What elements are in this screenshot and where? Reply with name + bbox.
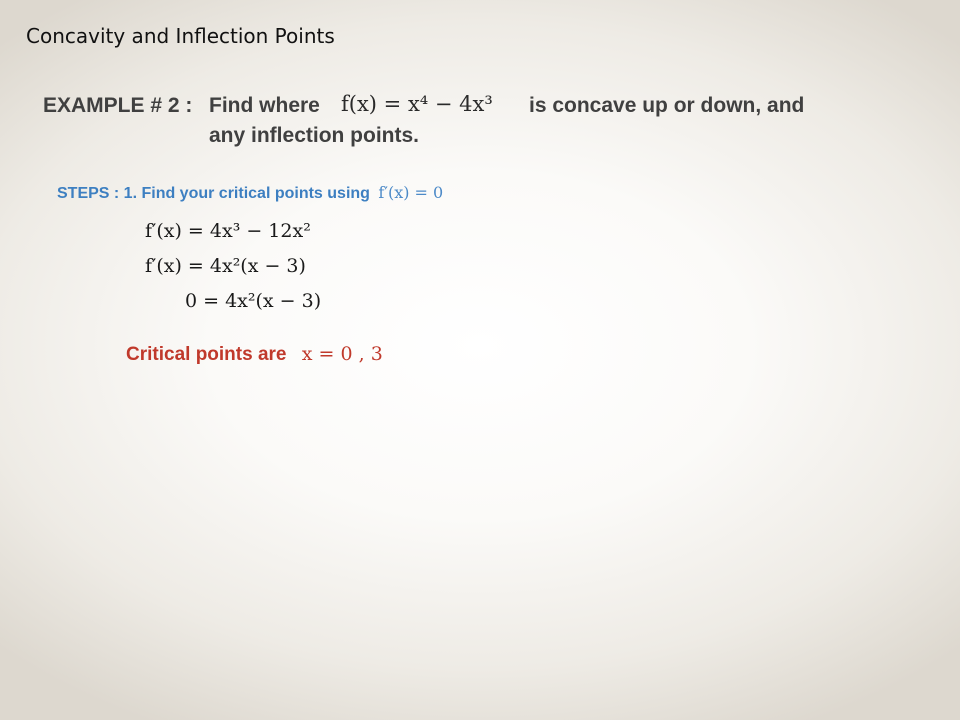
critical-points-label: Critical points are (126, 344, 287, 365)
example-label: EXAMPLE # 2 : (43, 94, 193, 117)
work-line-3: 0 = 4x²(x − 3) (185, 290, 322, 312)
slide-title: Concavity and Inflection Points (26, 24, 335, 48)
example-question-text: is concave up or down, and (529, 94, 805, 117)
work-line-1: f′(x) = 4x³ − 12x² (145, 220, 311, 242)
steps-instruction (57, 183, 443, 203)
function-definition: f(x) = x⁴ − 4x³ (341, 92, 493, 116)
critical-points-result (126, 343, 383, 366)
derivative-work (145, 220, 321, 325)
critical-points-value: x = 0 , 3 (301, 343, 383, 365)
example-line-2: any inflection points. (209, 124, 420, 147)
work-line-2: f′(x) = 4x²(x − 3) (145, 255, 306, 277)
example-find-text: Find where (209, 94, 320, 117)
steps-condition: f′(x) = 0 (378, 183, 444, 202)
steps-label: STEPS : 1. Find your critical points using (57, 185, 370, 202)
